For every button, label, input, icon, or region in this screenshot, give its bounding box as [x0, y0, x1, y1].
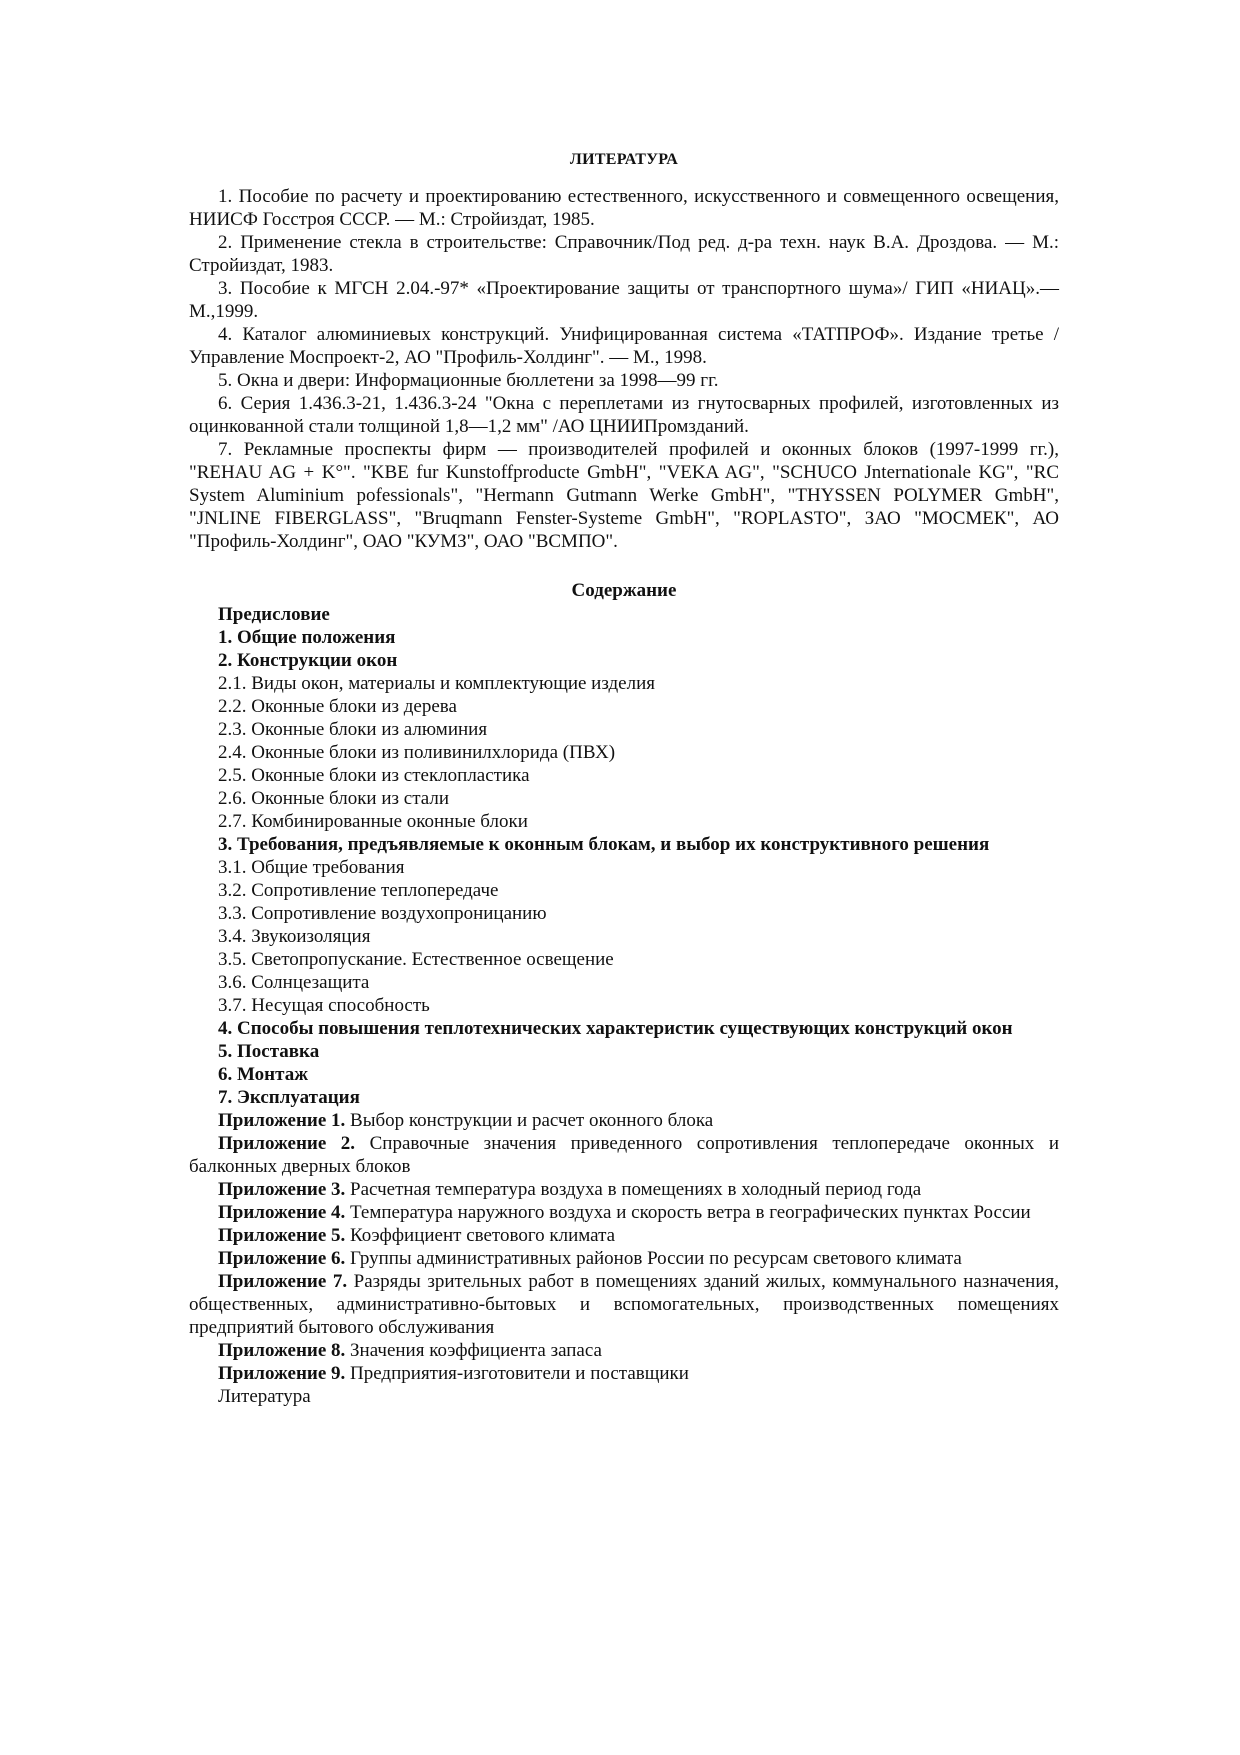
- toc-entry-bold: Приложение 8.: [218, 1340, 346, 1361]
- toc-entry-text: Температура наружного воздуха и скорость ветра в географических пунктах России: [345, 1202, 1031, 1223]
- toc-entry: [189, 1017, 1059, 1040]
- toc-entry-bold: Приложение 7.: [218, 1271, 348, 1292]
- toc-entry: [189, 1247, 1059, 1270]
- toc-entry: [189, 902, 1059, 925]
- toc-entry-bold: Приложение 4.: [218, 1202, 346, 1223]
- toc-entry: [189, 1362, 1059, 1385]
- toc-entry: [189, 1132, 1059, 1178]
- toc-entry-bold: 3. Требования, предъявляемые к оконным блокам, и выбор их конструктивного решения: [218, 834, 990, 855]
- toc-entry-text: Коэффициент светового климата: [345, 1225, 616, 1246]
- toc-entry: [189, 764, 1059, 787]
- toc-entry-text: 3.2. Сопротивление теплопередаче: [218, 880, 499, 901]
- toc-entry: [189, 994, 1059, 1017]
- toc-entry-text: 3.4. Звукоизоляция: [218, 926, 371, 947]
- literature-item: 4. Каталог алюминиевых конструкций. Унифицированная система «ТАТПРОФ». Издание третье / Управление Моспроект-2, АО "Профиль-Холдинг". — М., 1998.: [189, 324, 1059, 368]
- toc-entry-bold: 1. Общие положения: [218, 627, 396, 648]
- toc-entry: [189, 718, 1059, 741]
- contents-heading: Содержание: [571, 580, 677, 601]
- toc-entry: [189, 1201, 1059, 1224]
- toc-entry-text: 3.5. Светопропускание. Естественное освещение: [218, 949, 614, 970]
- toc-entry-text: 3.6. Солнцезащита: [218, 972, 370, 993]
- literature-item: 5. Окна и двери: Информационные бюллетени за 1998—99 гг.: [218, 370, 719, 391]
- toc-entry-bold: Приложение 2.: [218, 1133, 356, 1154]
- toc-entry-bold: Приложение 6.: [218, 1248, 346, 1269]
- literature-item: 6. Серия 1.436.3-21, 1.436.3-24 "Окна с переплетами из гнутосварных профилей, изготовленных из оцинкованной стали толщиной 1,8—1,2 мм" /АО ЦНИИПромзданий.: [189, 393, 1059, 437]
- toc-entry-bold: 4. Способы повышения теплотехнических характеристик существующих конструкций окон: [218, 1018, 1013, 1039]
- toc-entry-text: 2.5. Оконные блоки из стеклопластика: [218, 765, 530, 786]
- toc-entry-bold: 2. Конструкции окон: [218, 650, 398, 671]
- toc-entry: [189, 1063, 1059, 1086]
- toc-entry: [189, 833, 1059, 856]
- toc-entry-text: Разряды зрительных работ в помещениях зданий жилых, коммунального назначения, общественных, административно-бытовых и вспомогательных, производственных помещениях предприятий бытового обслуживания: [189, 1271, 1059, 1338]
- toc-entry-bold: 7. Эксплуатация: [218, 1087, 360, 1108]
- toc-entry-bold: Приложение 9.: [218, 1363, 346, 1384]
- toc-entry: [189, 1270, 1059, 1339]
- toc-entry-text: 2.3. Оконные блоки из алюминия: [218, 719, 488, 740]
- toc-entry-text: 3.3. Сопротивление воздухопроницанию: [218, 903, 547, 924]
- toc-entry-text: 3.1. Общие требования: [218, 857, 405, 878]
- toc-entry-text: 2.6. Оконные блоки из стали: [218, 788, 449, 809]
- toc-entry: [189, 1339, 1059, 1362]
- toc-entry-text: 3.7. Несущая способность: [218, 995, 430, 1016]
- literature-item: 3. Пособие к МГСН 2.04.-97* «Проектирование защиты от транспортного шума»/ ГИП «НИАЦ».—М.,1999.: [189, 278, 1059, 322]
- toc-entry-text: Литература: [218, 1386, 311, 1407]
- toc-entry: [189, 649, 1059, 672]
- toc-entry-text: Предприятия-изготовители и поставщики: [345, 1363, 689, 1384]
- toc-entry: [189, 925, 1059, 948]
- toc-entry: [189, 695, 1059, 718]
- toc-entry-text: 2.1. Виды окон, материалы и комплектующие изделия: [218, 673, 655, 694]
- toc-entry: [189, 971, 1059, 994]
- toc-entry: [189, 1178, 1059, 1201]
- toc-entry: [189, 741, 1059, 764]
- literature-list: [189, 185, 1059, 553]
- toc-entry: [189, 1385, 1059, 1408]
- toc-entry: [189, 1109, 1059, 1132]
- toc-entry-text: Выбор конструкции и расчет оконного блока: [345, 1110, 714, 1131]
- toc-entry-text: Значения коэффициента запаса: [345, 1340, 602, 1361]
- toc-entry-text: 2.7. Комбинированные оконные блоки: [218, 811, 528, 832]
- toc-entry-text: 2.2. Оконные блоки из дерева: [218, 696, 457, 717]
- literature-item: 2. Применение стекла в строительстве: Справочник/Под ред. д-ра техн. наук В.А. Дроздова. — М.: Стройиздат, 1983.: [189, 232, 1059, 276]
- toc-entry-text: Расчетная температура воздуха в помещениях в холодный период года: [345, 1179, 922, 1200]
- toc-entry-bold: 5. Поставка: [218, 1041, 320, 1062]
- toc-entry-bold: Предисловие: [218, 604, 330, 625]
- toc-entry: [189, 1086, 1059, 1109]
- toc-entry: [189, 879, 1059, 902]
- toc-entry: [189, 810, 1059, 833]
- literature-heading: ЛИТЕРАТУРА: [569, 151, 679, 168]
- toc-entry: [189, 787, 1059, 810]
- toc-entry: [189, 856, 1059, 879]
- toc-entry: [189, 672, 1059, 695]
- contents-list: [189, 603, 1059, 1408]
- toc-entry: [189, 948, 1059, 971]
- toc-entry-bold: Приложение 3.: [218, 1179, 346, 1200]
- toc-entry-text: 2.4. Оконные блоки из поливинилхлорида (ПВХ): [218, 742, 616, 763]
- toc-entry: [189, 1224, 1059, 1247]
- toc-entry-text: Группы административных районов России по ресурсам светового климата: [345, 1248, 962, 1269]
- toc-entry-bold: Приложение 5.: [218, 1225, 346, 1246]
- toc-entry-text: Справочные значения приведенного сопротивления теплопередаче оконных и балконных дверных блоков: [189, 1133, 1059, 1177]
- literature-item: 1. Пособие по расчету и проектированию естественного, искусственного и совмещенного освещения, НИИСФ Госстроя СССР. — М.: Стройиздат, 1985.: [189, 186, 1059, 230]
- toc-entry: [189, 626, 1059, 649]
- document-page: [189, 148, 1059, 1408]
- toc-entry: [189, 1040, 1059, 1063]
- literature-item: 7. Рекламные проспекты фирм — производителей профилей и оконных блоков (1997-1999 гг.), "REHAU AG + K°". "KBE fur Kunstoffproducte GmbH", "VEKA AG", "SCHUCO Jnternationale KG", "RC System Aluminium pofessionals", "Hermann Gutmann Werke GmbH", "THYSSEN POLYMER GmbH", "JNLINE FIBERGLASS", "Bruqmann Fenster-Systeme GmbH", "ROPLASTO", ЗАО "МОСМЕК", АО "Профиль-Холдинг", ОАО "КУМЗ", ОАО "ВСМПО".: [189, 439, 1059, 552]
- toc-entry-bold: 6. Монтаж: [218, 1064, 308, 1085]
- toc-entry-bold: Приложение 1.: [218, 1110, 346, 1131]
- toc-entry: [189, 603, 1059, 626]
